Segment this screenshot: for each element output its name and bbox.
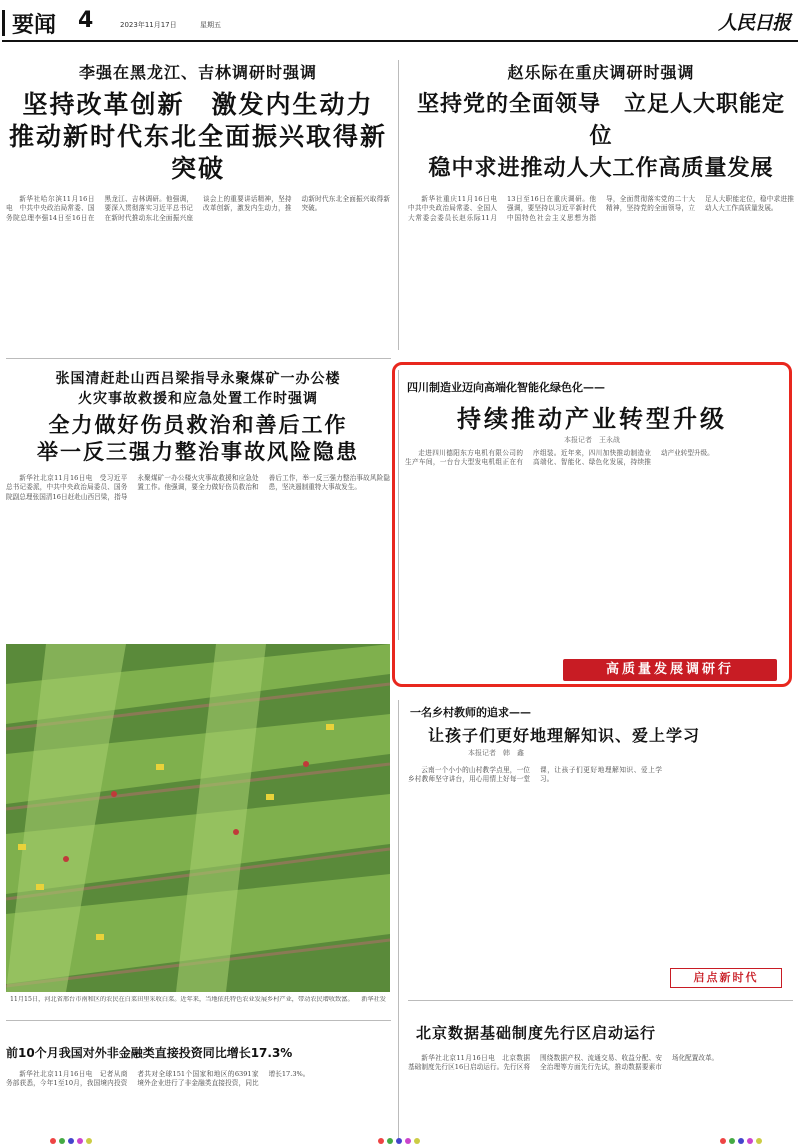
footer-dots-left xyxy=(50,1138,92,1144)
footer-dots-center xyxy=(378,1138,420,1144)
article-title-line2: 举一反三强力整治事故风险隐患 xyxy=(37,440,359,464)
article-body xyxy=(408,766,794,988)
article-rural-teacher xyxy=(408,704,794,994)
article-zhang-guoqing xyxy=(6,368,390,636)
article-kicker: 四川制造业迈向高端化智能化绿色化—— xyxy=(407,381,605,394)
column-tag xyxy=(670,968,782,988)
article-title: 让孩子们更好地理解知识、爱上学习 xyxy=(428,726,701,745)
article-kicker: 一名乡村教师的追求—— xyxy=(410,706,531,719)
article-lead-paragraph: 新华社重庆11月16日电 中共中央政治局常委、全国人大常委会委员长赵乐际11月13日至16日在重庆调研。他强调，要坚持以习近平新时代中国特色社会主义思想为指导，全面贯彻落实党的二十大精神，坚持党的全面领导，立足人大职能定位，稳中求进推动人大工作高质量发展。 xyxy=(408,195,794,222)
article-kicker-line1: 张国清赶赴山西吕梁指导永聚煤矿一办公楼 xyxy=(55,371,341,387)
page-number: 4 xyxy=(78,8,94,33)
article-lead-paragraph: 云南一个小小的山村教学点里，一位乡村教师坚守讲台，用心用情上好每一堂课，让孩子们更好地理解知识、爱上学习。 xyxy=(408,766,662,784)
article-title-line1: 坚持党的全面领导 立足人大职能定位 xyxy=(416,92,785,149)
article-title: 持续推动产业转型升级 xyxy=(457,405,727,433)
article-body xyxy=(6,1070,390,1130)
article-kicker-line2: 火灾事故救援和应急处置工作时强调 xyxy=(78,391,318,407)
article-title: 前10个月我国对外非金融类直接投资同比增长17.3% xyxy=(6,1046,293,1060)
article-li-qiang xyxy=(6,58,390,354)
article-lead-paragraph: 走进四川德阳东方电机有限公司的生产车间，一台台大型发电机组正在有序组装。近年来，四川加快推动制造业高端化、智能化、绿色化发展，持续推动产业转型升级。 xyxy=(405,449,714,467)
article-body xyxy=(6,195,390,379)
article-body xyxy=(408,1054,794,1130)
cabbage-field-image xyxy=(6,644,390,992)
article-kicker: 李强在黑龙江、吉林调研时强调 xyxy=(78,63,317,82)
article-title-line1: 全力做好伤员救治和善后工作 xyxy=(48,413,348,437)
article-body xyxy=(405,449,779,649)
article-byline: 本报记者 王永战 xyxy=(564,436,620,444)
photo-caption xyxy=(10,996,386,1018)
masthead xyxy=(0,0,800,44)
article-kicker: 赵乐际在重庆调研时强调 xyxy=(507,63,695,82)
article-outbound-investment xyxy=(6,1030,390,1138)
column-tag-label: 启点新时代 xyxy=(693,971,759,984)
issue-date: 2023年11月17日 xyxy=(120,21,177,29)
article-lead-paragraph: 新华社哈尔滨11月16日电 中共中央政治局常委、国务院总理李强14日至16日在黑龙江、吉林调研。他强调，要深入贯彻落实习近平总书记在新时代推动东北全面振兴座谈会上的重要讲话精神，坚持改革创新，激发内生动力，推动新时代东北全面振兴取得新突破。 xyxy=(6,195,390,222)
article-body xyxy=(6,474,390,624)
section-banner xyxy=(563,659,777,681)
article-byline: 本报记者 韩 鑫 xyxy=(468,749,524,757)
article-sichuan-highlight[interactable] xyxy=(392,362,792,687)
article-title-line1: 坚持改革创新 激发内生动力 xyxy=(22,90,374,119)
article-title-line2: 稳中求进推动人大工作高质量发展 xyxy=(428,156,774,181)
article-title: 北京数据基础制度先行区启动运行 xyxy=(416,1024,657,1042)
article-lead-paragraph: 新华社北京11月16日电 受习近平总书记委派，中共中央政治局委员、国务院副总理张国清16日赶赴山西吕梁，指导永聚煤矿一办公楼火灾事故救援和应急处置工作。他强调，要全力做好伤员救治和善后工作，举一反三强力整治事故风险隐患，坚决遏制重特大事故发生。 xyxy=(6,474,390,501)
farm-photo xyxy=(6,644,390,992)
article-beijing-data xyxy=(408,1010,794,1138)
masthead-bar xyxy=(2,10,5,36)
article-zhao-leji xyxy=(408,58,794,354)
section-name: 要闻 xyxy=(12,13,57,38)
paper-logo: 人民日报 xyxy=(718,12,791,34)
photo-caption-text: 11月15日，河北省邢台市南和区的农民在白菜田里采收白菜。近年来，当地依托特色农业发展乡村产业，带动农民增收致富。 xyxy=(10,996,354,1003)
article-lead-paragraph: 新华社北京11月16日电 记者从商务部获悉，今年1至10月，我国境内投资者共对全球151个国家和地区的6391家境外企业进行了非金融类直接投资，同比增长17.3%。 xyxy=(6,1070,310,1088)
article-title-line2: 推动新时代东北全面振兴取得新突破 xyxy=(8,122,387,183)
section-banner-label: 高质量发展调研行 xyxy=(605,662,734,677)
issue-weekday: 星期五 xyxy=(200,21,221,29)
photo-credit: 新华社发 xyxy=(361,996,386,1003)
footer-dots-right xyxy=(720,1138,762,1144)
article-lead-paragraph: 新华社北京11月16日电 北京数据基础制度先行区16日启动运行。先行区将围绕数据产权、流通交易、收益分配、安全治理等方面先行先试，推动数据要素市场化配置改革。 xyxy=(408,1054,719,1072)
article-body xyxy=(408,195,794,379)
